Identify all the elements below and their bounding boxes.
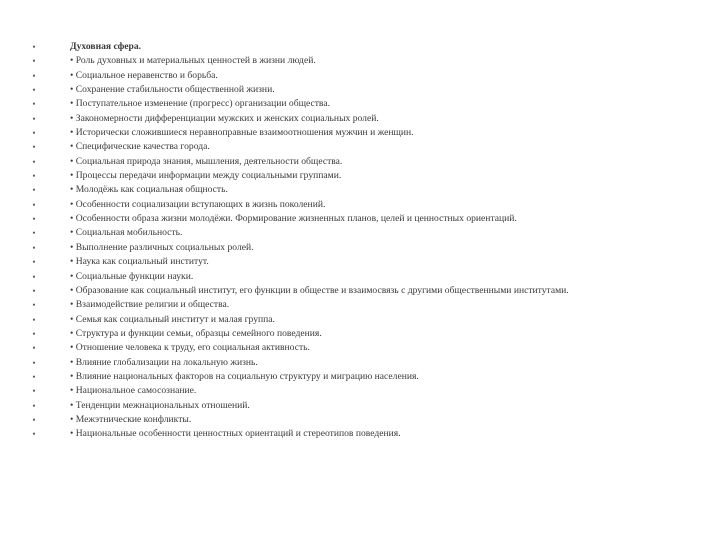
list-item	[30, 198, 670, 212]
bullet-icon: •	[32, 285, 36, 296]
list-item-text: • Закономерности дифференциации мужских и женских социальных ролей.	[70, 112, 379, 124]
list-item-text: • Специфические качества города.	[70, 141, 210, 153]
bullet-icon: •	[32, 343, 36, 354]
bullet-icon: •	[32, 142, 36, 153]
bullet-icon: •	[32, 300, 36, 311]
list-item	[30, 298, 670, 312]
bullet-icon: •	[32, 171, 36, 182]
list-item	[30, 255, 670, 269]
list-item-text: • Отношение человека к труду, его социальная активность.	[70, 342, 310, 354]
list-item-text: • Тенденции межнациональных отношений.	[70, 399, 250, 411]
list-item	[30, 370, 670, 384]
bullet-icon: •	[32, 357, 36, 368]
list-item-text: • Сохранение стабильности общественной жизни.	[70, 84, 275, 96]
list-item-text: • Поступательное изменение (прогресс) организации общества.	[70, 98, 330, 110]
list-item-text: • Межэтнические конфликты.	[70, 413, 192, 425]
bullet-icon: •	[32, 42, 36, 52]
bullet-icon: •	[32, 185, 36, 196]
topic-list	[30, 40, 670, 442]
list-item-text: • Влияние национальных факторов на социальную структуру и миграцию населения.	[70, 370, 419, 382]
list-item-text: • Национальные особенности ценностных ориентаций и стереотипов поведения.	[70, 428, 401, 440]
bullet-icon: •	[32, 113, 36, 124]
list-item	[30, 126, 670, 140]
list-item	[30, 241, 670, 255]
list-item-text: • Семья как социальный институт и малая группа.	[70, 313, 275, 325]
bullet-icon: •	[32, 228, 36, 239]
list-item	[30, 140, 670, 154]
list-item	[30, 399, 670, 413]
list-item-text: • Социальная мобильность.	[70, 227, 183, 239]
list-item	[30, 112, 670, 126]
list-item-text: • Молодёжь как социальная общность.	[70, 184, 228, 196]
bullet-icon: •	[32, 156, 36, 167]
list-item-text: • Наука как социальный институт.	[70, 256, 209, 268]
list-item-text: • Роль духовных и материальных ценностей в жизни людей.	[70, 55, 316, 67]
list-item	[30, 169, 670, 183]
list-item-text: • Структура и функции семьи, образцы семейного поведения.	[70, 327, 322, 339]
list-item	[30, 341, 670, 355]
bullet-icon: •	[32, 128, 36, 139]
list-item	[30, 284, 670, 298]
bullet-icon: •	[32, 242, 36, 253]
list-item-text: • Национальное самосознание.	[70, 385, 197, 397]
bullet-icon: •	[32, 271, 36, 282]
list-item	[30, 413, 670, 427]
bullet-icon: •	[32, 429, 36, 440]
list-item-text: • Выполнение различных социальных ролей.	[70, 241, 254, 253]
bullet-icon: •	[32, 371, 36, 382]
bullet-icon: •	[32, 70, 36, 81]
bullet-icon: •	[32, 328, 36, 339]
bullet-icon: •	[32, 85, 36, 96]
bullet-icon: •	[32, 414, 36, 425]
list-item	[30, 427, 670, 441]
list-item-text: • Социальные функции науки.	[70, 270, 194, 282]
bullet-icon: •	[32, 386, 36, 397]
list-item	[30, 384, 670, 398]
list-item	[30, 270, 670, 284]
list-item-text: • Социальное неравенство и борьба.	[70, 69, 218, 81]
list-title-item	[30, 40, 670, 54]
section-title: Духовная сфера.	[70, 41, 142, 52]
list-item-text: • Образование как социальный институт, его функции в обществе и взаимосвязь с другими общественными институтами.	[70, 284, 569, 296]
list-item	[30, 69, 670, 83]
list-item-text: • Исторически сложившиеся неравноправные взаимоотношения мужчин и женщин.	[70, 127, 414, 139]
list-item	[30, 356, 670, 370]
list-item-text: • Особенности социализации вступающих в жизнь поколений.	[70, 198, 326, 210]
bullet-icon: •	[32, 99, 36, 110]
list-item	[30, 226, 670, 240]
list-item	[30, 313, 670, 327]
list-item	[30, 54, 670, 68]
list-item	[30, 83, 670, 97]
list-item	[30, 212, 670, 226]
bullet-icon: •	[32, 257, 36, 268]
list-item-text: • Социальная природа знания, мышления, деятельности общества.	[70, 155, 343, 167]
bullet-icon: •	[32, 314, 36, 325]
bullet-icon: •	[32, 400, 36, 411]
bullet-icon: •	[32, 199, 36, 210]
list-item	[30, 97, 670, 111]
list-item	[30, 183, 670, 197]
list-item-text: • Особенности образа жизни молодёжи. Формирование жизненных планов, целей и ценностных ориентаций.	[70, 213, 517, 225]
bullet-icon: •	[32, 214, 36, 225]
list-item-text: • Влияние глобализации на локальную жизнь.	[70, 356, 258, 368]
list-item-text: • Процессы передачи информации между социальными группами.	[70, 170, 342, 182]
list-item-text: • Взаимодействие религии и общества.	[70, 299, 230, 311]
bullet-icon: •	[32, 56, 36, 67]
list-item	[30, 155, 670, 169]
list-item	[30, 327, 670, 341]
